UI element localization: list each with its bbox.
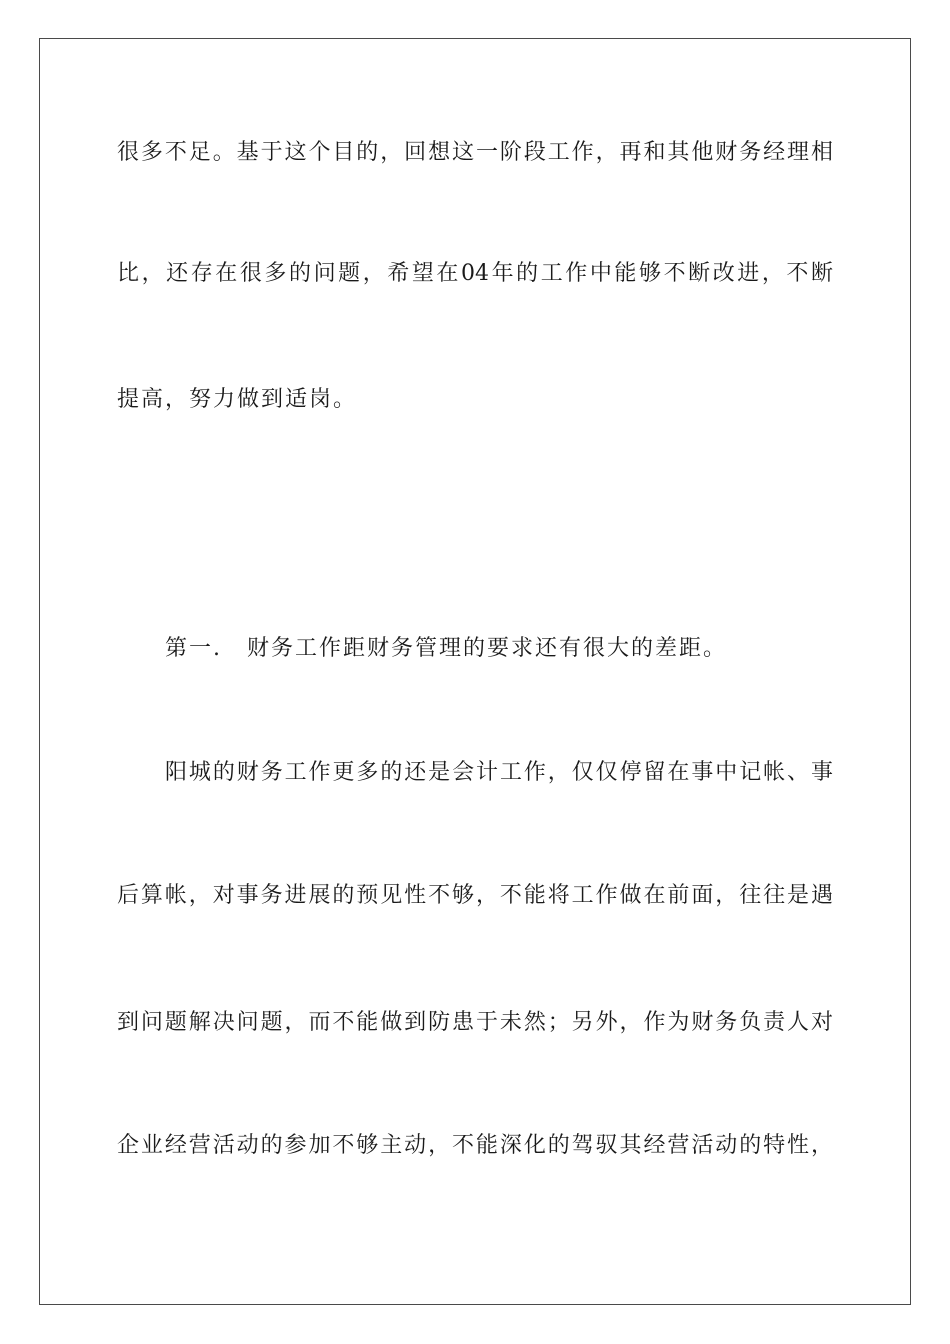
- section-heading: [165, 634, 727, 664]
- paragraph2-line-4: 企业经营活动的参加不够主动，不能深化的驾驭其经营活动的特性，: [117, 1133, 833, 1158]
- paragraph2-line-2: 后算帐，对事务进展的预见性不够，不能将工作做在前面，往往是遇: [117, 883, 833, 908]
- paragraph2-line-3: 到问题解决问题，而不能做到防患于未然；另外，作为财务负责人对: [117, 1010, 833, 1035]
- paragraph1-line-2: 比，还存在很多的问题，希望在04年的工作中能够不断改进，不断: [117, 261, 833, 286]
- section-heading-text: 财务工作距财务管理的要求还有很大的差距。: [247, 636, 728, 661]
- paragraph2-line-1: 阳城的财务工作更多的还是会计工作，仅仅停留在事中记帐、事: [165, 760, 833, 785]
- page-border: [39, 38, 911, 1305]
- section-heading-number: 第一.: [165, 636, 222, 661]
- paragraph1-line-3: 提高，努力做到适岗。: [117, 387, 358, 412]
- paragraph1-line-1: 很多不足。基于这个目的，回想这一阶段工作，再和其他财务经理相: [117, 140, 833, 165]
